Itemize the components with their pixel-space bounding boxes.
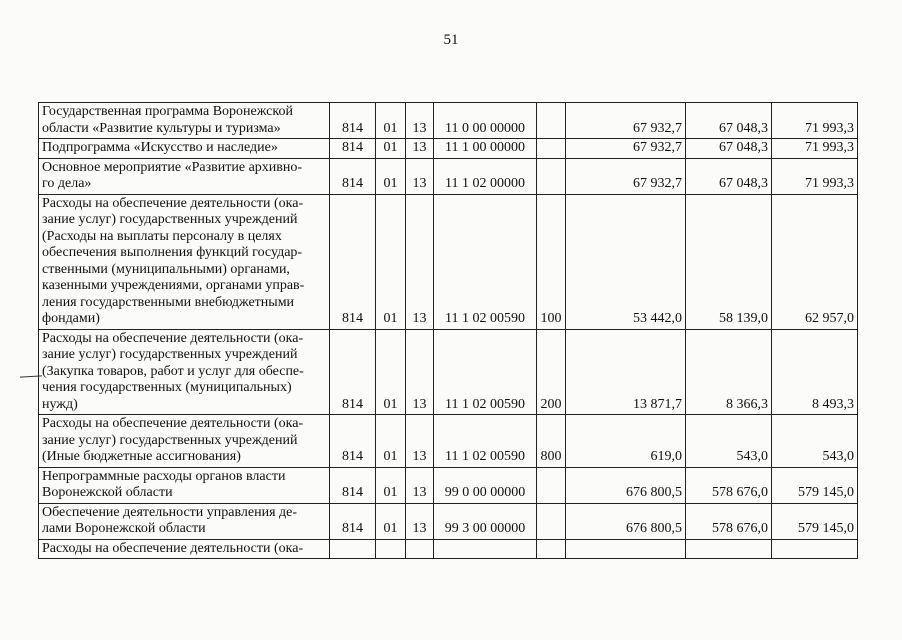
name-line: нужд) (42, 396, 78, 412)
cell-amount-year3: 579 145,0 (772, 467, 858, 503)
cell-expense-type (537, 503, 566, 539)
name-line: фондами) (42, 311, 100, 326)
cell-amount-year2: 578 676,0 (686, 503, 772, 539)
name-line: Расходы на обеспечение деятельности (ока- (42, 330, 304, 346)
cell-amount-year1: 67 932,7 (566, 139, 686, 159)
cell-expense-type (537, 103, 566, 139)
cell-target-article: 11 1 02 00590 (434, 415, 537, 468)
table-row (39, 139, 858, 159)
table-row (39, 467, 858, 503)
cell-amount-year1: 676 800,5 (566, 503, 686, 539)
cell-expense-type: 100 (537, 194, 566, 329)
name-line: Государственная программа Воронежской (42, 104, 293, 119)
cell-amount-year3: 71 993,3 (772, 158, 858, 194)
cell-grbs: 814 (330, 415, 376, 468)
name-line: лами Воронежской области (42, 521, 206, 536)
name-line: Воронежской области (42, 485, 173, 500)
cell-amount-year2: 58 139,0 (686, 194, 772, 329)
cell-amount-year1 (566, 539, 686, 559)
name-line: зание услуг) государственных учреждений (42, 432, 298, 448)
cell-amount-year3: 579 145,0 (772, 503, 858, 539)
cell-amount-year3: 71 993,3 (772, 139, 858, 159)
cell-name (39, 503, 330, 539)
name-line: Расходы на обеспечение деятельности (ока- (42, 416, 304, 431)
cell-razdel: 01 (376, 194, 406, 329)
cell-amount-year3 (772, 539, 858, 559)
cell-grbs: 814 (330, 103, 376, 139)
cell-razdel: 01 (376, 158, 406, 194)
cell-amount-year3: 62 957,0 (772, 194, 858, 329)
name-line: Обеспечение деятельности управления де- (42, 504, 298, 520)
name-line: Расходы на обеспечение деятельности (ока- (42, 195, 304, 211)
cell-name (39, 194, 330, 329)
name-line: ления государственными внебюджетными (42, 294, 295, 310)
cell-amount-year2: 67 048,3 (686, 139, 772, 159)
cell-name (39, 329, 330, 415)
table-row (39, 158, 858, 194)
table-row (39, 194, 858, 329)
table-row (39, 415, 858, 468)
name-line: Подпрограмма «Искусство и наследие» (42, 140, 278, 155)
cell-target-article: 11 1 00 00000 (434, 139, 537, 159)
cell-target-article: 99 0 00 00000 (434, 467, 537, 503)
cell-amount-year1: 67 932,7 (566, 158, 686, 194)
name-line: области «Развитие культуры и туризма» (42, 120, 281, 136)
cell-amount-year1: 676 800,5 (566, 467, 686, 503)
cell-grbs (330, 539, 376, 559)
cell-razdel: 01 (376, 329, 406, 415)
table-row (39, 503, 858, 539)
table-row (39, 103, 858, 139)
name-line: Основное мероприятие «Развитие архивно- (42, 159, 303, 175)
cell-podrazdel: 13 (406, 329, 434, 415)
cell-expense-type (537, 539, 566, 559)
name-line: казенными учреждениями, органами управ- (42, 278, 305, 293)
cell-podrazdel: 13 (406, 158, 434, 194)
cell-name (39, 139, 330, 159)
cell-razdel: 01 (376, 415, 406, 468)
cell-target-article: 11 0 00 00000 (434, 103, 537, 139)
cell-podrazdel: 13 (406, 194, 434, 329)
cell-target-article (434, 539, 537, 559)
cell-amount-year2: 67 048,3 (686, 103, 772, 139)
cell-grbs: 814 (330, 194, 376, 329)
cell-name (39, 103, 330, 139)
cell-name (39, 539, 330, 559)
cell-podrazdel: 13 (406, 103, 434, 139)
cell-grbs: 814 (330, 503, 376, 539)
name-line: (Расходы на выплаты персоналу в целях (42, 228, 282, 244)
name-line: обеспечения выполнения функций государ- (42, 245, 303, 260)
budget-table (38, 102, 858, 559)
cell-grbs: 814 (330, 329, 376, 415)
cell-amount-year3: 71 993,3 (772, 103, 858, 139)
cell-razdel (376, 539, 406, 559)
name-line: зание услуг) государственных учреждений (42, 212, 298, 227)
table-row (39, 539, 858, 559)
cell-expense-type (537, 158, 566, 194)
cell-amount-year1: 53 442,0 (566, 194, 686, 329)
cell-amount-year3: 8 493,3 (772, 329, 858, 415)
cell-expense-type (537, 467, 566, 503)
cell-amount-year2 (686, 539, 772, 559)
cell-target-article: 11 1 02 00590 (434, 194, 537, 329)
cell-target-article: 11 1 02 00590 (434, 329, 537, 415)
name-line: (Иные бюджетные ассигнования) (42, 449, 241, 464)
cell-amount-year1: 13 871,7 (566, 329, 686, 415)
cell-podrazdel: 13 (406, 139, 434, 159)
name-line: Расходы на обеспечение деятельности (ока- (42, 540, 304, 556)
name-line: го дела» (42, 176, 92, 191)
page-number: 51 (443, 32, 459, 48)
name-line: (Закупка товаров, работ и услуг для обеспе- (42, 363, 304, 379)
cell-razdel: 01 (376, 467, 406, 503)
cell-amount-year2: 543,0 (686, 415, 772, 468)
cell-expense-type (537, 139, 566, 159)
name-line: Непрограммные расходы органов власти (42, 468, 286, 484)
cell-amount-year2: 67 048,3 (686, 158, 772, 194)
cell-razdel: 01 (376, 103, 406, 139)
table-row (39, 329, 858, 415)
cell-podrazdel (406, 539, 434, 559)
cell-grbs: 814 (330, 467, 376, 503)
name-line: ственными (муниципальными) органами, (42, 261, 290, 277)
cell-expense-type: 200 (537, 329, 566, 415)
cell-amount-year1: 67 932,7 (566, 103, 686, 139)
cell-target-article: 11 1 02 00000 (434, 158, 537, 194)
name-line: чения государственных (муниципальных) (42, 380, 292, 395)
cell-amount-year1: 619,0 (566, 415, 686, 468)
name-line: зание услуг) государственных учреждений (42, 347, 298, 362)
cell-target-article: 99 3 00 00000 (434, 503, 537, 539)
cell-expense-type: 800 (537, 415, 566, 468)
cell-razdel: 01 (376, 139, 406, 159)
cell-grbs: 814 (330, 158, 376, 194)
cell-name (39, 415, 330, 468)
cell-name (39, 158, 330, 194)
cell-grbs: 814 (330, 139, 376, 159)
cell-podrazdel: 13 (406, 503, 434, 539)
cell-podrazdel: 13 (406, 467, 434, 503)
cell-amount-year3: 543,0 (772, 415, 858, 468)
cell-amount-year2: 578 676,0 (686, 467, 772, 503)
cell-razdel: 01 (376, 503, 406, 539)
cell-amount-year2: 8 366,3 (686, 329, 772, 415)
cell-podrazdel: 13 (406, 415, 434, 468)
cell-name (39, 467, 330, 503)
